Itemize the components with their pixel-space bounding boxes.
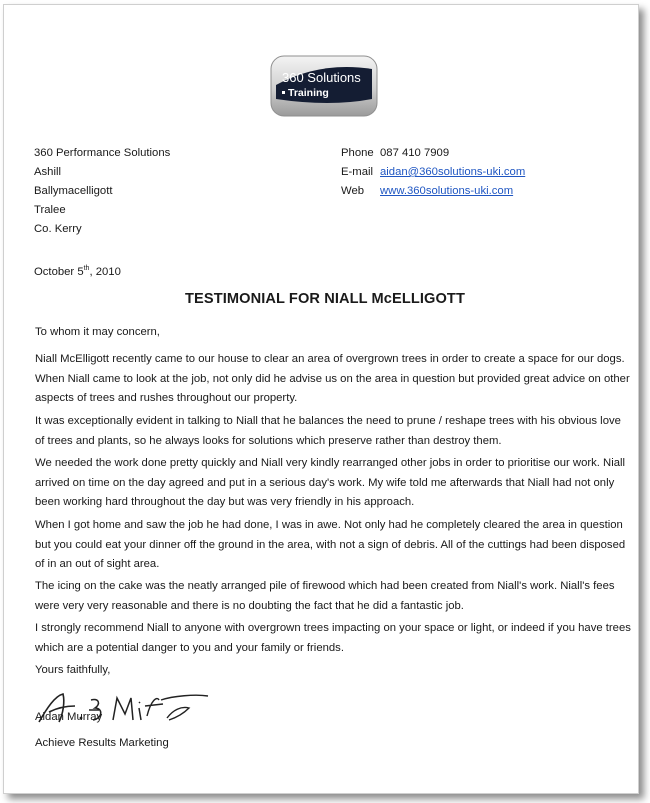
sender-address <box>34 146 170 241</box>
page-title: TESTIMONIAL FOR NIALL McELLIGOTT <box>185 291 465 307</box>
letter-date: October 5th, 2010 <box>34 265 121 278</box>
salutation: To whom it may concern, <box>35 326 160 338</box>
address-line: Tralee <box>34 204 66 216</box>
email-link[interactable]: aidan@360solutions-uki.com <box>380 166 526 178</box>
body-paragraph: We needed the work done pretty quickly and Niall very kindly rearranged other jobs in order to prioritise our work. Niall arrived on time on the day agreed and put in a serious day's work. My wife told me afterwards that Niall had not only been working hard throughout the day but was very friendly in his approach. <box>35 457 626 508</box>
address-line: Ashill <box>34 166 61 178</box>
body-paragraph: It was exceptionally evident in talking to Niall that he balances the need to prune / reshape trees with his obvious love of trees and plants, so he always looks for solutions which preserve rather than destroy them. <box>35 415 621 447</box>
svg-text:Training: Training <box>288 87 329 99</box>
contact-values <box>380 146 525 203</box>
svg-text:360 Solutions: 360 Solutions <box>282 70 361 85</box>
body-paragraph: When I got home and saw the job he had done, I was in awe. Not only had he completely cleared the area in question but you could eat your dinner off the ground in the area, with not a sign of debris. All of the cuttings had been disposed of in an out of sight area. <box>35 519 626 570</box>
email-label: E-mail <box>341 166 374 178</box>
address-line: Co. Kerry <box>34 223 82 235</box>
phone-number: 087 410 7909 <box>380 147 450 159</box>
contact-labels <box>341 146 374 203</box>
360-solutions-logo <box>270 55 378 117</box>
signer-company: Achieve Results Marketing <box>35 737 169 749</box>
body-paragraph: Niall McElligott recently came to our house to clear an area of overgrown trees in order to create a space for our dogs. When Niall came to look at the job, not only did he advise us on the area in question but provided great advice on other aspects of trees and rushes throughout our property. <box>35 353 630 404</box>
body-paragraph: I strongly recommend Niall to anyone with overgrown trees impacting on your space or light, or indeed if you have trees which are a potential danger to you and your family or friends. <box>35 622 631 654</box>
address-line: Ballymacelligott <box>34 185 113 197</box>
signer-name: Aidan Murray <box>35 711 103 723</box>
website-link[interactable]: www.360solutions-uki.com <box>380 185 514 197</box>
body-paragraph: The icing on the cake was the neatly arranged pile of firewood which had been created from Niall's work. Niall's fees were very very reasonable and there is no doubting the fact that he did a fantastic job. <box>35 580 615 612</box>
web-label: Web <box>341 185 365 197</box>
closing: Yours faithfully, <box>35 664 111 676</box>
address-line: 360 Performance Solutions <box>34 147 171 159</box>
phone-label: Phone <box>341 147 374 159</box>
